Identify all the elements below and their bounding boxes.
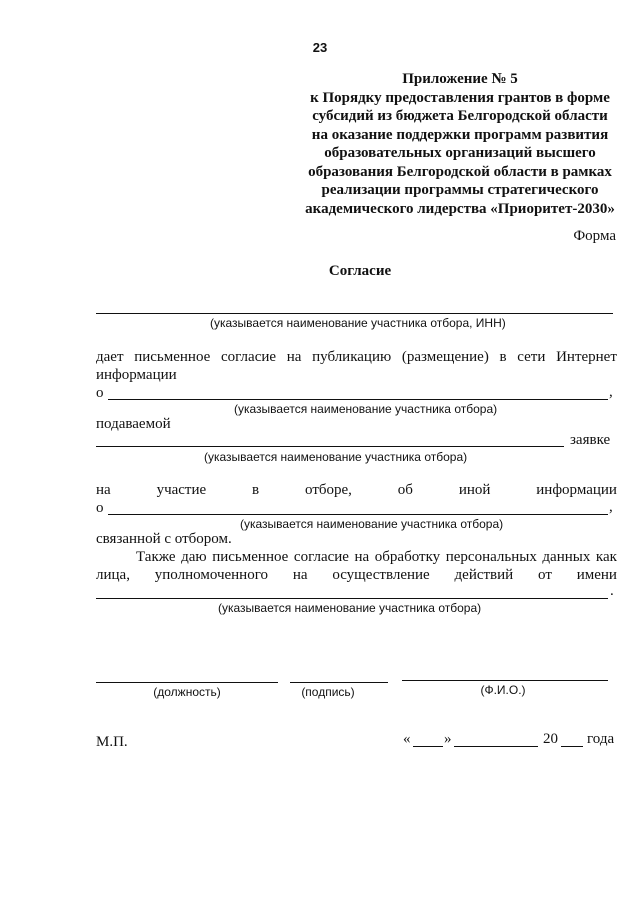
word: в — [252, 482, 260, 498]
word: персональных — [445, 549, 537, 565]
o-letter: о — [96, 500, 104, 516]
word: на — [354, 549, 370, 565]
person-line — [96, 567, 617, 584]
word: согласие — [221, 349, 277, 365]
document-title: Согласие — [328, 263, 392, 279]
date-close-quote: » — [444, 731, 452, 747]
comma: , — [609, 384, 613, 400]
participant-line-2[interactable] — [96, 446, 564, 447]
word: Также — [136, 549, 176, 565]
word: Интернет — [556, 349, 617, 365]
word: осуществление — [332, 567, 430, 583]
caption-participant-3: (указывается наименование участника отбора) — [240, 517, 504, 531]
page-number: 23 — [312, 40, 328, 55]
year-word: года — [587, 731, 615, 747]
word: на — [292, 567, 308, 583]
word: об — [397, 482, 413, 498]
appendix-line: субсидий из бюджета Белгородской области — [312, 108, 608, 124]
word: на — [286, 349, 302, 365]
participant-line-3[interactable] — [108, 514, 608, 515]
word: согласие — [293, 549, 349, 565]
participant-line-1[interactable] — [108, 399, 608, 400]
comma: , — [609, 499, 613, 515]
position-caption: (должность) — [153, 685, 221, 699]
word: информации — [536, 482, 617, 498]
word: письменное — [134, 349, 211, 365]
word: уполномоченного — [154, 567, 268, 583]
word: имени — [576, 567, 617, 583]
appendix-line: Приложение № 5 — [402, 71, 518, 87]
word: действий — [454, 567, 514, 583]
date-month-line[interactable] — [454, 746, 538, 747]
date-day-line[interactable] — [413, 746, 443, 747]
word: обработку — [374, 549, 441, 565]
caption-participant-1: (указывается наименование участника отбора) — [234, 402, 498, 416]
appendix-header — [300, 70, 620, 218]
word: отборе, — [305, 482, 352, 498]
caption-inn: (указывается наименование участника отбора, ИНН) — [210, 316, 506, 330]
participation-line — [96, 482, 617, 499]
stamp-label: М.П. — [96, 734, 128, 750]
appendix-line: академического лидерства «Приоритет-2030» — [305, 200, 615, 217]
word: как — [595, 549, 617, 565]
year-prefix: 20 — [543, 731, 558, 747]
signature-line[interactable] — [290, 682, 388, 683]
word: сети — [517, 349, 546, 365]
signature-caption: (подпись) — [301, 685, 355, 699]
position-line[interactable] — [96, 682, 278, 683]
word: иной — [458, 482, 491, 498]
appendix-line: реализации программы стратегического — [321, 182, 599, 198]
appendix-line: на оказание поддержки программ развития — [311, 126, 609, 143]
word: участие — [156, 482, 207, 498]
participant-inn-line[interactable] — [96, 313, 613, 314]
date-year-line[interactable] — [561, 746, 583, 747]
fio-caption: (Ф.И.О.) — [480, 683, 526, 697]
application-word: заявке — [570, 432, 611, 448]
caption-participant-4: (указывается наименование участника отбора) — [218, 601, 482, 615]
also-line — [136, 549, 617, 566]
related-text: связанной с отбором. — [96, 531, 232, 547]
appendix-line: образования Белгородской области в рамках — [308, 163, 612, 180]
consent-line — [96, 349, 617, 366]
word: лица, — [96, 567, 130, 583]
date-open-quote: « — [403, 731, 411, 747]
caption-participant-2: (указывается наименование участника отбора) — [204, 450, 468, 464]
word: данных — [542, 549, 591, 565]
word: от — [538, 567, 552, 583]
appendix-line: к Порядку предоставления грантов в форме — [310, 89, 610, 106]
word: в — [499, 349, 507, 365]
word: письменное — [212, 549, 289, 565]
participant-line-4[interactable] — [96, 598, 608, 599]
info-word: информации — [96, 367, 177, 383]
form-label: Форма — [573, 228, 616, 244]
submitted-word: подаваемой — [96, 416, 171, 432]
word: (размещение) — [401, 349, 489, 365]
word: дает — [96, 349, 124, 365]
o-letter: о — [96, 385, 104, 401]
appendix-line: образовательных организаций высшего — [324, 145, 596, 161]
word: даю — [181, 549, 207, 565]
period: . — [610, 583, 614, 599]
word: публикацию — [312, 349, 392, 365]
fio-line[interactable] — [402, 680, 608, 681]
word: на — [96, 482, 111, 498]
